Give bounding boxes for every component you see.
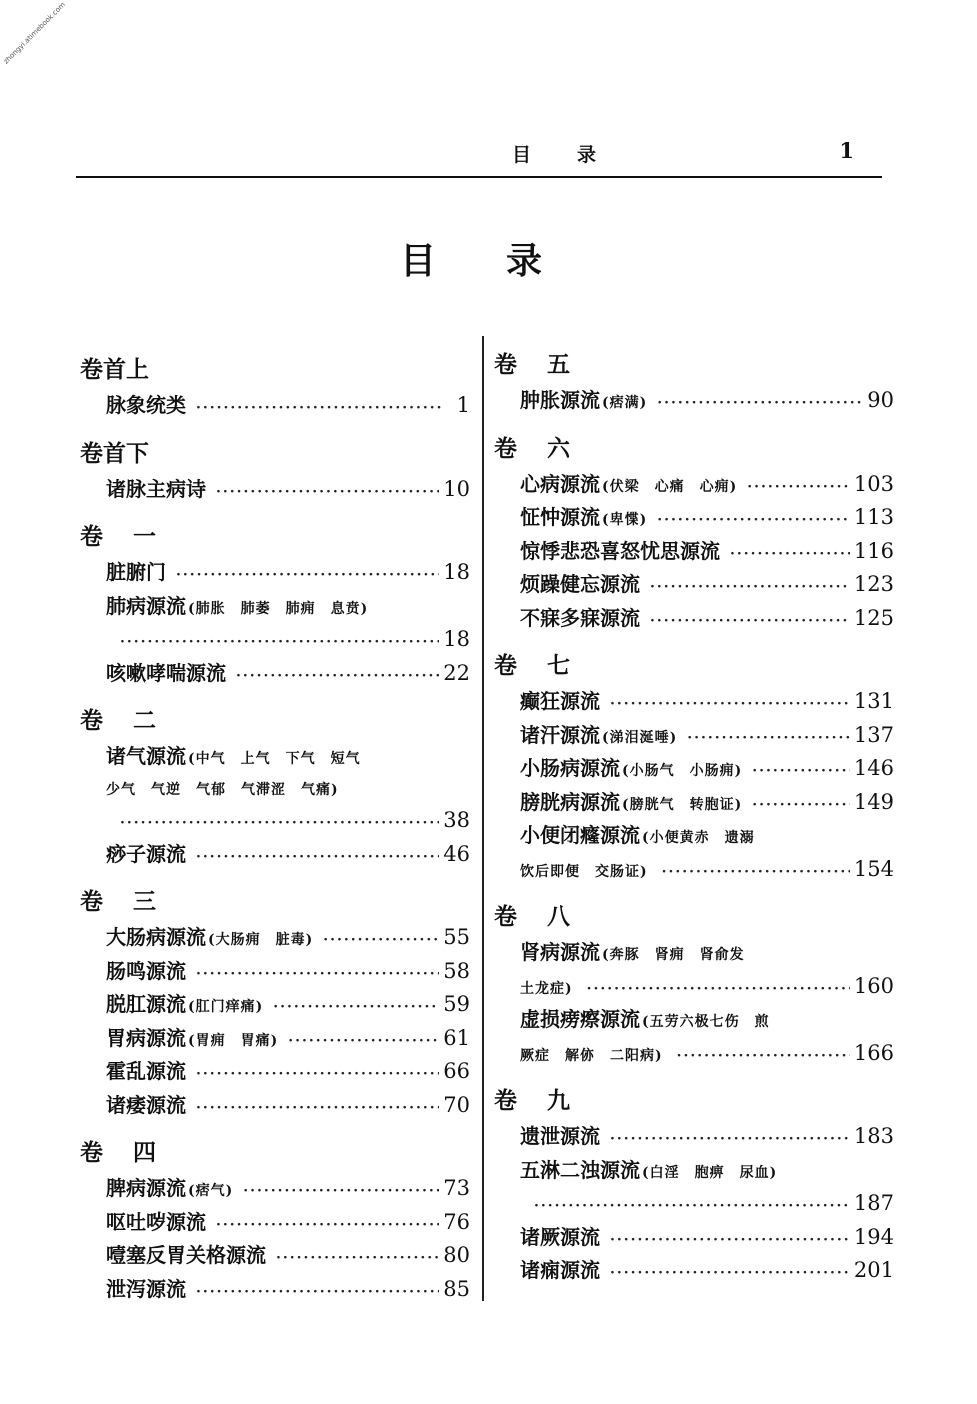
toc-entry[interactable] [494,569,894,603]
volume-heading: 卷五 [494,351,600,378]
section-gap [494,1289,894,1293]
toc-entry[interactable] [494,1004,894,1071]
entry-title: 不寐多寐源流 [520,605,640,630]
dot-leader [216,1210,439,1241]
entry-title: 烦躁健忘源流 [520,572,640,596]
dot-leader [534,1191,850,1222]
entry-page-number: 154 [853,856,894,881]
entry-line [106,658,470,692]
entry-title: 惊悸悲恐喜怒忧思源流 [520,538,720,563]
volume-heading: 卷首下 [80,439,149,467]
toc-entry[interactable] [80,741,470,839]
dot-leader [587,974,850,1005]
entry-page-number: 125 [853,605,894,630]
entry-line [106,956,470,990]
entry-page-number: 116 [853,538,894,563]
entry-title: 胃病源流 [106,1025,186,1050]
entry-line [106,591,470,625]
toc-entry[interactable] [80,591,470,658]
entry-title: 心病源流 [520,471,600,496]
toc-entry[interactable] [80,1173,470,1207]
section-gap [80,1123,470,1127]
entry-subtopics: (涕泪涎唾) [602,729,678,746]
dot-leader [196,842,439,873]
entry-title: 小肠病源流 [520,756,620,780]
entry-line [520,469,894,503]
entry-page-number: 61 [443,1025,470,1050]
entry-page-number: 66 [443,1059,470,1083]
entry-title: 脾病源流 [106,1176,186,1200]
entry-line [520,603,894,637]
volume-heading: 卷一 [80,523,186,550]
toc-entry[interactable] [494,820,894,887]
entry-subtopics: (卑惵) [602,512,648,528]
toc-entry[interactable] [494,1121,894,1155]
entry-subtopics: (奔豚 肾痈 肾俞发 [602,947,745,963]
entry-page-number: 123 [853,572,894,596]
toc-entry[interactable] [80,1090,470,1124]
section-gap [494,1071,894,1075]
entry-title: 脉象统类 [106,393,186,417]
entry-line [106,989,470,1023]
entry-continuation-line [106,775,470,806]
entry-subtopics: (肺胀 肺萎 肺痈 息贲) [188,600,369,617]
dot-leader [236,661,439,692]
dot-leader [752,790,850,821]
dot-leader [610,1225,850,1256]
entry-page-number: 137 [853,722,894,747]
entry-page-number: 85 [443,1276,470,1301]
entry-leader-line [106,624,470,658]
running-title: 目录 [512,144,643,166]
entry-subtopics: (中气 上气 下气 短气 [188,751,361,767]
entry-page-number: 90 [867,388,894,412]
dot-leader [657,505,850,536]
dot-leader [677,1041,850,1072]
section-gap [494,636,894,640]
entry-title: 诸痫源流 [520,1258,600,1282]
entry-page-number: 18 [443,560,470,584]
entry-subtopics: (伏梁 心痛 心痈) [602,478,738,495]
entry-subtopics: (小肠气 小肠痈) [622,763,743,779]
volume-heading: 卷二 [80,707,186,734]
entry-line [106,1207,470,1241]
toc-entry[interactable] [80,1240,470,1274]
entry-title: 肺病源流 [106,593,186,618]
toc-right-column [494,345,894,1293]
entry-subtopics: (胃痈 胃痛) [188,1032,279,1049]
entry-title: 咳嗽哮喘源流 [106,660,226,685]
entry-subtopics-continued: 土龙症) [520,980,573,997]
entry-page-number: 73 [443,1176,470,1200]
entry-line [520,820,894,854]
volume-heading: 卷首上 [80,356,149,383]
dot-leader [687,723,850,754]
volume-heading: 卷九 [494,1087,600,1114]
entry-title: 怔忡源流 [520,505,600,529]
entry-page-number: 76 [443,1209,470,1234]
entry-title: 诸汗源流 [520,722,600,747]
dot-leader [610,1258,850,1289]
entry-leader-line [520,1188,894,1222]
entry-line [520,536,894,570]
dot-leader [196,959,439,990]
dot-leader [662,857,850,888]
entry-title: 霍乱源流 [106,1059,186,1083]
entry-title: 噎塞反胃关格源流 [106,1243,266,1267]
section-gap [80,507,470,511]
entry-title: 肾病源流 [520,940,600,964]
entry-page-number: 1 [456,393,470,417]
dot-leader [276,1243,439,1274]
entry-line [520,686,894,720]
toc-entry[interactable] [494,720,894,754]
dot-leader [610,1124,850,1155]
volume-heading: 卷四 [80,1139,186,1166]
entry-leader-line [106,805,470,839]
entry-subtopics: (痞满) [602,395,648,411]
dot-leader [610,689,850,720]
entry-title: 脱肛源流 [106,992,186,1016]
entry-page-number: 160 [853,973,894,998]
entry-title: 诸痿源流 [106,1092,186,1117]
dot-leader [650,572,850,603]
watermark: zhongyi.atimebook.com [2,0,68,66]
toc-entry[interactable] [494,1255,894,1289]
dot-leader [196,1277,439,1308]
dot-leader [196,393,442,424]
entry-line [520,502,894,536]
dot-leader [196,1093,439,1124]
entry-line [106,1173,470,1207]
toc-entry[interactable] [494,787,894,821]
entry-line [106,557,470,591]
entry-page-number: 146 [853,756,894,780]
entry-continuation-line [520,971,894,1005]
dot-leader [752,756,850,787]
dot-leader [657,388,863,419]
entry-line [520,1222,894,1256]
entry-line [106,1023,470,1057]
entry-line [106,922,470,956]
dot-leader [323,925,439,956]
entry-title: 膀胱病源流 [520,789,620,814]
dot-leader [196,1059,439,1090]
entry-page-number: 55 [443,925,470,949]
toc-entry[interactable] [494,686,894,720]
toc-entry[interactable] [494,536,894,570]
page-number: 1 [839,138,854,163]
entry-line [106,390,470,424]
entry-subtopics-continued: 厥症 解㑊 二阳病) [520,1047,663,1064]
entry-page-number: 59 [443,992,470,1016]
entry-page-number: 194 [853,1224,894,1249]
dot-leader [120,808,439,839]
dot-leader [650,606,850,637]
entry-title: 大肠病源流 [106,925,206,949]
entry-page-number: 22 [443,660,470,685]
dot-leader [216,477,439,508]
section-gap [80,691,470,695]
entry-subtopics-continued: 少气 气逆 气郁 气滞涩 气痛) [106,781,339,798]
toc-entry[interactable] [494,1155,894,1222]
entry-title: 诸气源流 [106,744,186,768]
section-gap [80,424,470,428]
entry-page-number: 103 [853,471,894,496]
toc-entry[interactable] [494,385,894,419]
entry-page-number: 166 [853,1040,894,1065]
entry-continuation-line [520,854,894,888]
entry-subtopics: (肛门痒痛) [188,999,264,1015]
entry-subtopics: (膀胱气 转胞证) [622,796,743,813]
toc-entry[interactable] [494,753,894,787]
entry-page-number: 46 [443,841,470,866]
dot-leader [273,992,439,1023]
toc-entry[interactable] [80,658,470,692]
entry-line [520,1255,894,1289]
toc-entry[interactable] [80,956,470,990]
entry-subtopics-continued: 饮后即便 交肠证) [520,863,648,880]
toc-entry[interactable] [80,989,470,1023]
column-divider [482,336,484,1301]
entry-line [520,1004,894,1038]
entry-line [520,787,894,821]
entry-title: 诸厥源流 [520,1224,600,1249]
entry-line [106,839,470,873]
toc-left-column [80,350,470,1311]
running-header [76,136,882,178]
toc-entry[interactable] [80,1023,470,1057]
entry-line [106,474,470,508]
toc-entry[interactable] [494,603,894,637]
entry-line [106,741,470,775]
toc-entry[interactable] [494,469,894,503]
entry-title: 呕吐哕源流 [106,1209,206,1234]
entry-page-number: 70 [443,1092,470,1117]
entry-title: 肠鸣源流 [106,958,186,983]
toc-entry[interactable] [494,1222,894,1256]
dot-leader [120,627,439,658]
dot-leader [243,1176,439,1207]
entry-line [106,1240,470,1274]
entry-line [520,1155,894,1189]
entry-page-number: 187 [853,1191,894,1215]
entry-subtopics: (白淫 胞痹 尿血) [642,1164,778,1181]
entry-line [520,753,894,787]
section-gap [80,1307,470,1311]
entry-title: 脏腑门 [106,560,166,584]
volume-heading: 卷八 [494,903,600,930]
toc-entry[interactable] [80,390,470,424]
entry-line [106,1056,470,1090]
dot-leader [176,560,439,591]
entry-page-number: 58 [443,958,470,983]
entry-page-number: 80 [443,1243,470,1267]
volume-heading: 卷七 [494,652,600,679]
entry-subtopics: (痞气) [188,1183,234,1199]
toc-entry[interactable] [494,937,894,1004]
entry-title: 诸脉主病诗 [106,476,206,501]
entry-subtopics: (小便黄赤 遗溺 [642,830,755,846]
entry-page-number: 183 [853,1124,894,1148]
toc-entry[interactable] [80,1207,470,1241]
entry-line [520,569,894,603]
toc-entry[interactable] [80,557,470,591]
entry-title: 泄泻源流 [106,1276,186,1301]
volume-heading: 卷三 [80,888,186,915]
entry-page-number: 18 [443,627,470,651]
dot-leader [288,1026,439,1057]
toc-entry[interactable] [494,502,894,536]
entry-page-number: 149 [853,789,894,814]
entry-line [520,937,894,971]
entry-page-number: 201 [853,1258,894,1282]
entry-title: 肿胀源流 [520,388,600,412]
entry-line [106,1274,470,1308]
dot-leader [730,539,850,570]
toc-entry[interactable] [80,474,470,508]
entry-title: 癫狂源流 [520,689,600,713]
section-gap [494,887,894,891]
entry-page-number: 10 [443,476,470,501]
toc-entry[interactable] [80,839,470,873]
entry-continuation-line [520,1038,894,1072]
entry-line [106,1090,470,1124]
entry-page-number: 131 [853,689,894,713]
entry-title: 小便闭癃源流 [520,823,640,847]
dot-leader [747,472,850,503]
entry-title: 痧子源流 [106,841,186,866]
entry-page-number: 38 [443,808,470,832]
entry-title: 虚损痨瘵源流 [520,1007,640,1031]
entry-title: 五淋二浊源流 [520,1157,640,1182]
toc-entry[interactable] [80,922,470,956]
volume-heading: 卷六 [494,434,600,462]
section-gap [80,872,470,876]
section-gap [494,419,894,423]
entry-line [520,1121,894,1155]
entry-line [520,720,894,754]
entry-subtopics: (大肠痈 脏毒) [208,932,314,948]
toc-entry[interactable] [80,1274,470,1308]
toc-entry[interactable] [80,1056,470,1090]
page-title: 目录 [400,240,613,282]
entry-line [520,385,894,419]
entry-title: 遗泄源流 [520,1124,600,1148]
entry-subtopics: (五劳六极七伤 煎 [642,1014,770,1030]
entry-page-number: 113 [853,505,894,529]
